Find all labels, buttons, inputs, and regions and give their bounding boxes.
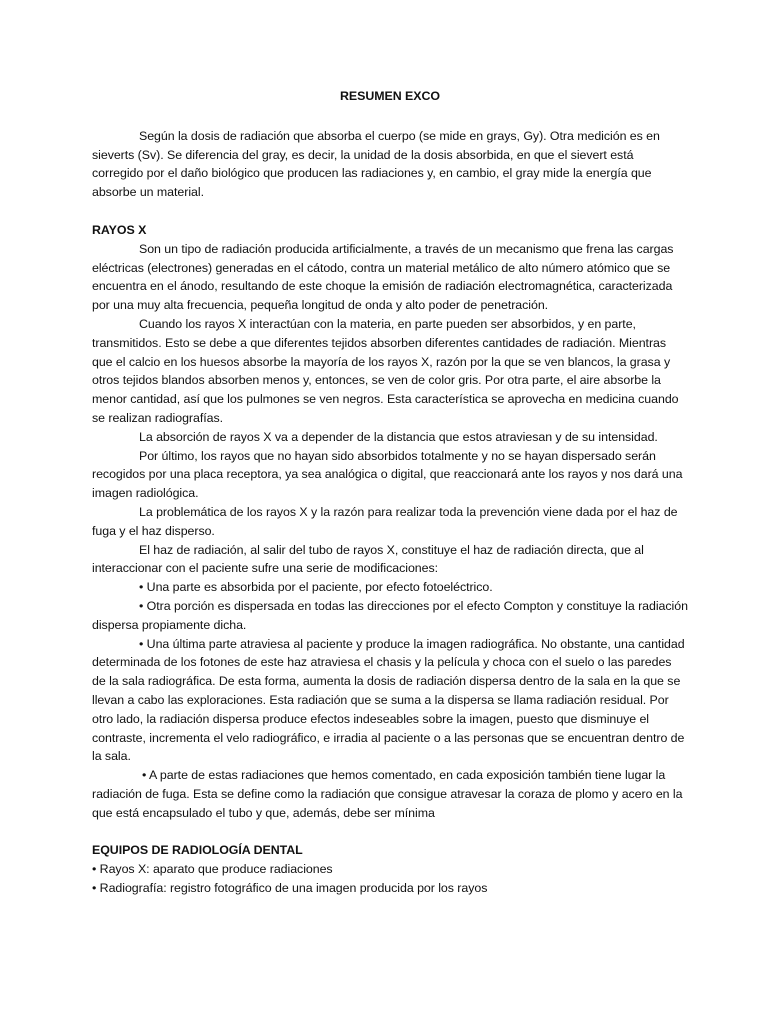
section-heading-equipos: EQUIPOS DE RADIOLOGÍA DENTAL bbox=[92, 843, 303, 858]
spacer bbox=[92, 822, 688, 841]
spacer bbox=[92, 202, 688, 221]
paragraph: Cuando los rayos X interactúan con la materia, en parte pueden ser absorbidos, y en parte, transmitidos. Esto se debe a que diferentes tejidos absorben diferentes cantidades de radiación. Mientras que el calcio en los huesos absorbe la mayoría de los rayos X, razón por la que se ven blancos, la grasa y otros tejidos blandos absorben menos y, entonces, se ven de color gris. Por otra parte, el aire absorbe la menor cantidad, así que los pulmones se ven negros. Esta característica se aprovecha en medicina cuando se realizan radiografías. bbox=[92, 316, 679, 425]
paragraph: El haz de radiación, al salir del tubo de rayos X, constituye el haz de radiación directa, que al interaccionar con el paciente sufre una serie de modificaciones: bbox=[92, 542, 644, 576]
paragraph: Son un tipo de radiación producida artificialmente, a través de un mecanismo que frena las cargas eléctricas (electrones) generadas en el cátodo, contra un material metálico de alto número atómico que se encuentra en el ánodo, resultando de este choque la emisión de radiación electromagnética, caracterizada por una muy alta frecuencia, pequeña longitud de onda y alto poder de penetración. bbox=[92, 241, 674, 313]
bullet-item: • Una última parte atraviesa al paciente y produce la imagen radiográfica. No obstante, una cantidad determinada de los fotones de este haz atraviesa el chasis y la película y choca con el suelo o las paredes de la sala radiográfica. De esta forma, aumenta la dosis de radiación dispersa dentro de la sala en la que se llevan a cabo las exploraciones. Esta radiación que se suma a la dispersa se llama radiación residual. Por otro lado, la radiación dispersa produce efectos indeseables sobre la imagen, puesto que disminuye el contraste, incrementa el velo radiográfico, e irradia al paciente o a las personas que se encuentran dentro de la sala. bbox=[92, 636, 685, 764]
list-item: • Radiografía: registro fotográfico de una imagen producida por los rayos bbox=[92, 881, 488, 896]
bullet-item: • Una parte es absorbida por el paciente, por efecto fotoeléctrico. bbox=[139, 580, 493, 595]
bullet-item: • Otra porción es dispersada en todas las direcciones por el efecto Compton y constituye la radiación dispersa propiamente dicha. bbox=[92, 598, 688, 632]
bullet-item: • A parte de estas radiaciones que hemos comentado, en cada exposición también tiene lugar la radiación de fuga. Esta se define como la radiación que consigue atravesar la coraza de plomo y acero en la que está encapsulado el tubo y que, además, debe ser mínima bbox=[92, 768, 683, 820]
section-heading-rayos-x: RAYOS X bbox=[92, 222, 147, 237]
paragraph: Por último, los rayos que no hayan sido absorbidos totalmente y no se hayan dispersado serán recogidos por una placa receptora, ya sea analógica o digital, que reaccionará ante los rayos y nos dará una imagen radiológica. bbox=[92, 448, 683, 501]
intro-paragraph: Según la dosis de radiación que absorba el cuerpo (se mide en grays, Gy). Otra medición es en sieverts (Sv). Se diferencia del gray, es decir, la unidad de la dosis absorbida, en que el sievert está corregido por el daño biológico que producen las radiaciones y, en cambio, el gray mide la energía que absorbe un material. bbox=[92, 128, 660, 200]
list-item: • Rayos X: aparato que produce radiaciones bbox=[92, 862, 333, 877]
paragraph: La absorción de rayos X va a depender de la distancia que estos atraviesan y de su intensidad. bbox=[139, 429, 658, 444]
paragraph: La problemática de los rayos X y la razón para realizar toda la prevención viene dada por el haz de fuga y el haz disperso. bbox=[92, 504, 678, 538]
document-title: RESUMEN EXCO bbox=[340, 89, 440, 103]
